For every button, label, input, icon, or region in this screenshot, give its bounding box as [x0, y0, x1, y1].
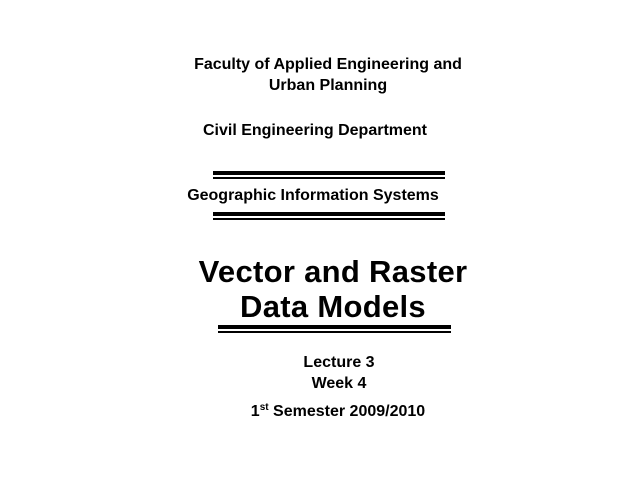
divider-bottom: [218, 325, 451, 329]
divider-top: [213, 171, 445, 175]
faculty-line-1: Faculty of Applied Engineering and: [194, 56, 462, 73]
title-line-2: Data Models: [240, 289, 426, 324]
department-heading: Civil Engineering Department: [202, 122, 428, 139]
week-number: Week 4: [311, 375, 367, 392]
lecture-info: [20, 352, 638, 394]
semester-ordinal: st: [259, 402, 269, 413]
semester-number: 1: [250, 403, 260, 420]
faculty-line-2: Urban Planning: [268, 77, 388, 94]
lecture-title: [14, 254, 638, 324]
semester-text: Semester 2009/2010: [268, 403, 426, 420]
title-line-1: Vector and Raster: [198, 254, 468, 289]
semester-info: [19, 404, 638, 420]
divider-middle: [213, 212, 445, 216]
lecture-number: Lecture 3: [303, 354, 375, 371]
faculty-heading: [9, 54, 638, 96]
course-name: Geographic Information Systems: [187, 187, 439, 204]
